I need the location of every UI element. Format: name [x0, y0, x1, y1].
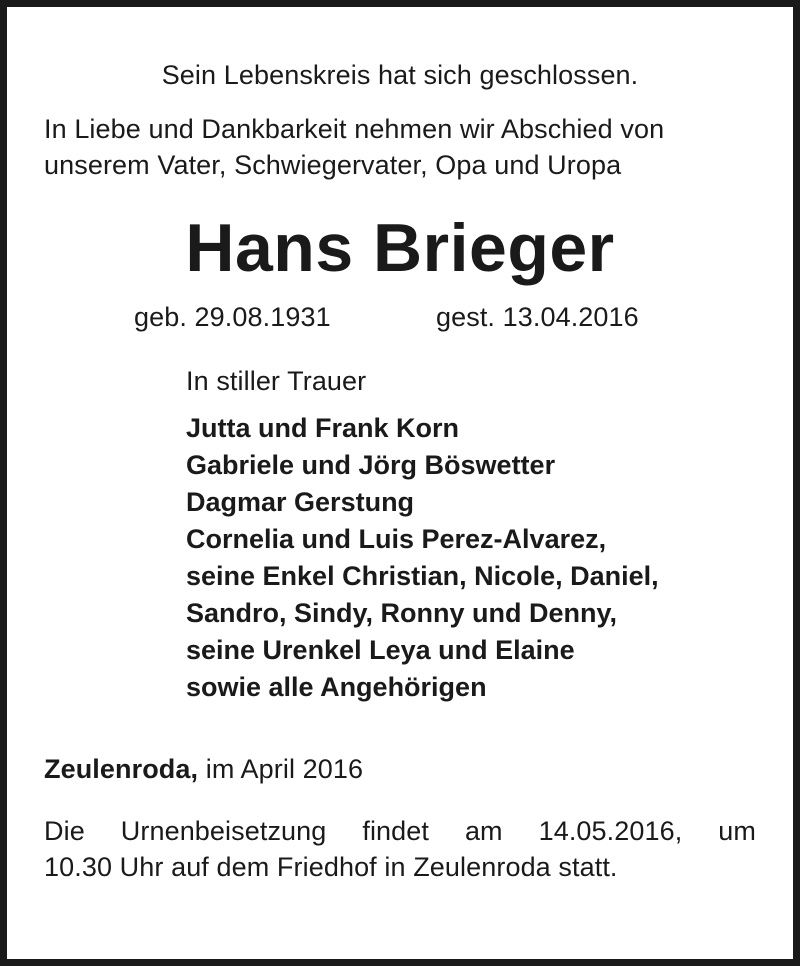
mourner-line: Sandro, Sindy, Ronny und Denny, — [186, 598, 618, 628]
burial-word: Urnenbeisetzung — [120, 816, 327, 846]
mourner-line: seine Enkel Christian, Nicole, Daniel, — [186, 561, 659, 591]
mourner-line: seine Urenkel Leya und Elaine — [186, 635, 575, 665]
place-name: Zeulenroda, — [44, 754, 199, 784]
mourner-line: Cornelia und Luis Perez-Alvarez, — [186, 524, 607, 554]
mourners-list — [186, 410, 659, 706]
burial-word: am — [464, 816, 503, 846]
burial-word: um — [718, 816, 756, 846]
mourning-label: In stiller Trauer — [186, 366, 367, 396]
mourner-line: sowie alle Angehörigen — [186, 672, 487, 702]
mourner-line: Dagmar Gerstung — [186, 487, 415, 517]
deceased-name: Hans Brieger — [185, 210, 615, 286]
opening-line: Sein Lebenskreis hat sich geschlossen. — [161, 60, 639, 90]
burial-word: Die — [44, 816, 85, 846]
burial-word: findet — [362, 816, 429, 846]
burial-word: 14.05.2016, — [538, 816, 683, 846]
death-date: gest. 13.04.2016 — [436, 302, 639, 332]
mourner-line: Gabriele und Jörg Böswetter — [186, 450, 556, 480]
mourner-line: Jutta und Frank Korn — [186, 413, 460, 443]
burial-line-2: 10.30 Uhr auf dem Friedhof in Zeulenroda statt. — [44, 852, 618, 882]
place-date-line — [44, 752, 363, 786]
intro-line-2: unserem Vater, Schwiegervater, Opa und Uropa — [44, 150, 622, 180]
notice-date: im April 2016 — [205, 754, 364, 784]
intro-line-1: In Liebe und Dankbarkeit nehmen wir Abschied von — [44, 114, 665, 144]
birth-date: geb. 29.08.1931 — [134, 302, 331, 332]
burial-line-1 — [44, 814, 756, 848]
